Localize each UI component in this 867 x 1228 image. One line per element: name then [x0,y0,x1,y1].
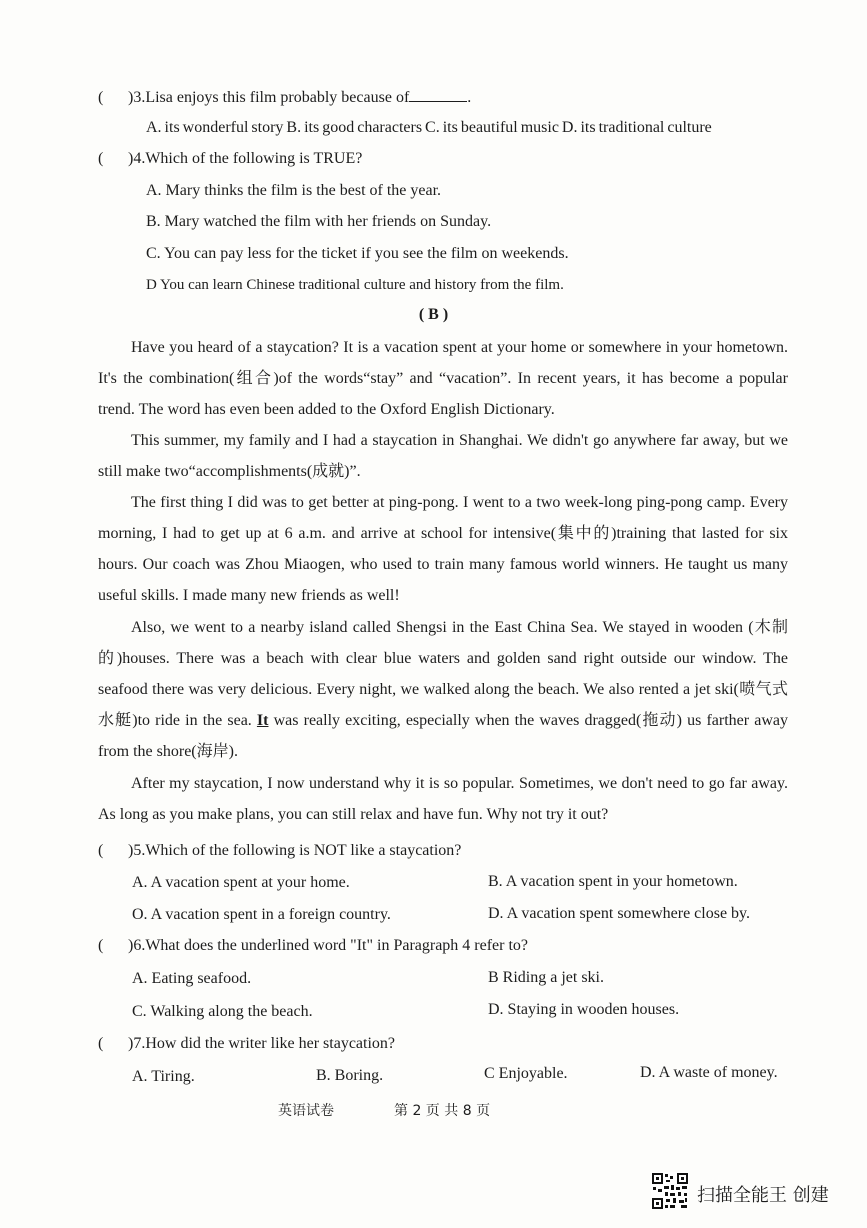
q5-option-c: O. A vacation spent in a foreign country. [132,906,391,923]
q6-stem: )6.What does the underlined word "It" in Paragraph 4 refer to? [128,937,529,954]
section-b-heading: ( B ) [418,306,449,323]
q3-stem [128,88,471,108]
qr-code-icon [651,1172,689,1210]
passage-b-paragraph-5: After my staycation, I now understand why it is so popular. Sometimes, we don't need to go far away. As long as you make plans, you can still relax and have fun. Why not try it out? [98,775,788,823]
q7-option-a: A. Tiring. [132,1068,195,1085]
q3-stem-end: . [467,89,472,106]
q7-answer-paren[interactable]: ( [98,1035,104,1052]
paragraph-4-text-before: Also, we went to a nearby island called Shengsi in the East China Sea. We stayed in wooden (木制的)houses. There was a beach with clear blue waters and golden sand right outside our window. The seafood there was very delicious. Every night, we walked along the beach. We also rented a jet ski(喷气式水艇)to ride in the sea. [98,619,788,729]
q6-answer-paren[interactable]: ( [98,937,104,954]
q4-stem: )4.Which of the following is TRUE? [128,150,363,167]
q4-option-b: B. Mary watched the film with her friends on Sunday. [146,213,492,230]
q6-option-a: A. Eating seafood. [132,970,252,987]
q5-stem: )5.Which of the following is NOT like a staycation? [128,842,462,859]
passage-b-paragraph-1: Have you heard of a staycation? It is a vacation spent at your home or somewhere in your hometown. It's the combination(组合)of the words“stay” and “vacation”. In recent years, it has become a popular trend. The word has even been added to the Oxford English Dictionary. [98,339,788,418]
q7-stem: )7.How did the writer like her staycation? [128,1035,396,1052]
q4-option-a: A. Mary thinks the film is the best of the year. [146,182,442,199]
q7-option-d: D. A waste of money. [640,1064,778,1081]
q4-option-c: C. You can pay less for the ticket if you see the film on weekends. [146,245,569,262]
q3-stem-text: )3.Lisa enjoys this film probably because of [128,89,410,106]
q5-option-b: B. A vacation spent in your hometown. [488,873,738,890]
passage-b-paragraph-2: This summer, my family and I had a staycation in Shanghai. We didn't go anywhere far away, but we still make two“accomplishments(成就)”. [98,432,788,480]
q7-option-b: B. Boring. [316,1067,384,1084]
q4-option-d: D You can learn Chinese traditional culture and history from the film. [146,277,564,293]
passage-b-paragraph-4 [98,612,788,767]
paragraph-4-text-after: was really exciting, especially when the waves dragged(拖动) us farther away from the shore(海岸). [98,712,788,760]
footer-subject: 英语试卷 [278,1103,334,1119]
underlined-word-it: It [256,712,269,729]
q5-option-d: D. A vacation spent somewhere close by. [488,905,751,922]
passage-b-paragraph-3: The first thing I did was to get better at ping-pong. I went to a two week-long ping-pong camp. Every morning, I had to get up at 6 a.m. and arrive at school for intensive(集中的)training that lasted for six hours. Our coach was Zhou Miaogen, who used to train many famous world winners. He taught us many useful skills. I made many new friends as well! [98,494,788,604]
q3-answer-paren[interactable]: ( [98,89,104,106]
q6-option-c: C. Walking along the beach. [132,1003,313,1020]
q7-option-c: C Enjoyable. [484,1065,568,1082]
q4-answer-paren[interactable]: ( [98,150,104,167]
q6-option-d: D. Staying in wooden houses. [488,1001,680,1018]
q5-answer-paren[interactable]: ( [98,842,104,859]
q3-blank [409,89,467,102]
footer-page-number: 第 2 页 共 8 页 [394,1103,491,1119]
scanner-watermark-text: 扫描全能王 创建 [697,1185,829,1206]
q3-options: A. its wonderful story B. its good characters C. its beautiful music D. its traditional culture [146,119,712,136]
q5-option-a: A. A vacation spent at your home. [132,874,350,891]
q6-option-b: B Riding a jet ski. [488,969,604,986]
